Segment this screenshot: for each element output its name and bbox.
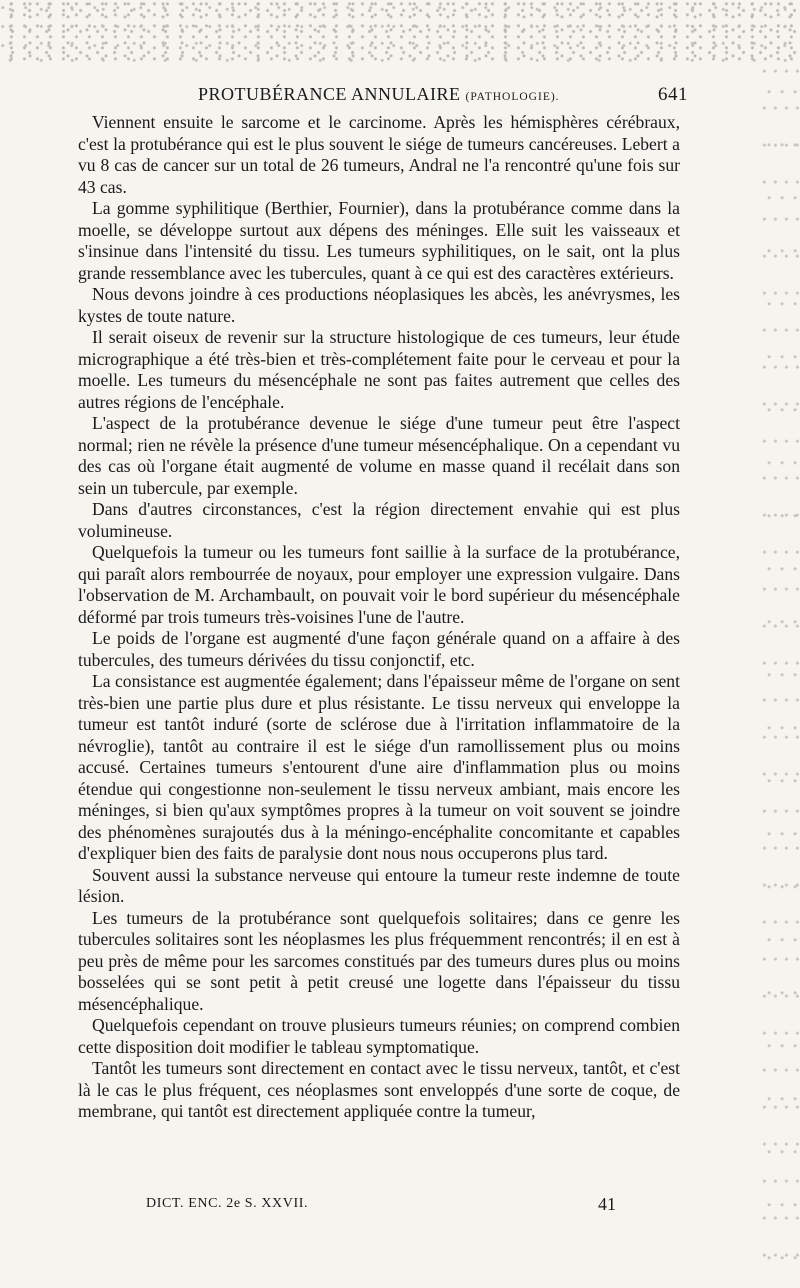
paragraph: Quelquefois cependant on trouve plusieurs tumeurs réunies; on comprend combien cette disposition doit modifier le tableau symptomatique.	[78, 1015, 680, 1057]
body-text	[78, 112, 680, 1123]
page-footer	[146, 1194, 616, 1218]
paragraph: L'aspect de la protubérance devenue le siége d'une tumeur peut être l'aspect normal; rien ne révèle la présence d'une tumeur mésencéphalique. On a cependant vu des cas où l'organe était augmenté de volume en masse quand il recélait dans son sein un tubercule, par exemple.	[78, 413, 680, 498]
paragraph: Nous devons joindre à ces productions néoplasiques les abcès, les anévrysmes, les kystes de toute nature.	[78, 284, 680, 326]
paragraph: La consistance est augmentée également; dans l'épaisseur même de l'organe on sent très-bien une partie plus dure et plus résistante. Le tissu nerveux qui enveloppe la tumeur est tantôt induré (sorte de sclérose due à l'irritation inflammatoire de la névroglie), tantôt au contraire il est le siége d'un ramollissement plus ou moins accusé. Certaines tumeurs s'entourent d'une aire d'inflammation plus ou moins étendue qui congestionne non-seulement le tissu nerveux ambiant, mais encore les méninges, si bien qu'aux symptômes propres à la tumeur on voit souvent se joindre des phénomènes surajoutés dus à la méningo-encéphalite concomitante et capables d'expliquer bien des faits de paralysie dont nous nous occuperons plus tard.	[78, 671, 680, 863]
scan-noise-right	[760, 60, 800, 1288]
scan-noise-top	[0, 0, 800, 62]
paragraph: Quelquefois la tumeur ou les tumeurs font saillie à la surface de la protubérance, qui paraît alors rembourrée de noyaux, pour employer une expression vulgaire. Dans l'observation de M. Archambault, on pouvait voir le bord supérieur du mésencéphale déformé par trois tumeurs très-voisines l'une de l'autre.	[78, 542, 680, 627]
page-number: 641	[658, 84, 688, 105]
running-title	[198, 84, 560, 105]
paragraph: Dans d'autres circonstances, c'est la région directement envahie qui est plus volumineuse.	[78, 499, 680, 541]
paragraph: Le poids de l'organe est augmenté d'une façon générale quand on a affaire à des tubercules, des tumeurs dérivées du tissu conjonctif, etc.	[78, 628, 680, 670]
paragraph: Les tumeurs de la protubérance sont quelquefois solitaires; dans ce genre les tubercules solitaires sont les néoplasmes les plus fréquemment rencontrés; il en est à peu près de même pour les sarcomes constitués par des tumeurs dures plus ou moins bosselées qui se sont petit à petit creusé une logette dans l'épaisseur du tissu mésencéphalique.	[78, 907, 680, 1014]
sheet-number: 41	[598, 1194, 616, 1214]
paragraph: Tantôt les tumeurs sont directement en contact avec le tissu nerveux, tantôt, et c'est là le cas le plus fréquent, ces néoplasmes sont enveloppés d'une sorte de coque, de membrane, qui tantôt est directement appliquée contre la tumeur,	[78, 1058, 680, 1121]
paragraph: Il serait oiseux de revenir sur la structure histologique de ces tumeurs, leur étude micrographique a été très-bien et très-complétement faite pour le cerveau et pour la moelle. Les tumeurs du mésencéphale ne sont pas faites autrement que celles des autres régions de l'encéphale.	[78, 327, 680, 412]
paragraph: La gomme syphilitique (Berthier, Fournier), dans la protubérance comme dans la moelle, se développe surtout aux dépens des méninges. Elle suit les vaisseaux et s'insinue dans l'intensité du tissu. Les tumeurs syphilitiques, on le sait, ont la plus grande ressemblance avec les tubercules, quant à ce qui est des caractères extérieurs.	[78, 198, 680, 283]
page-header	[118, 78, 688, 108]
running-title-main: PROTUBÉRANCE ANNULAIRE	[198, 84, 461, 104]
printer-signature: DICT. ENC. 2e S. XXVII.	[146, 1196, 309, 1211]
running-title-section: (PATHOLOGIE).	[465, 91, 560, 103]
paragraph: Souvent aussi la substance nerveuse qui entoure la tumeur reste indemne de toute lésion.	[78, 864, 680, 906]
paragraph: Viennent ensuite le sarcome et le carcinome. Après les hémisphères cérébraux, c'est la protubérance qui est le plus souvent le siége de tumeurs cancéreuses. Lebert a vu 8 cas de cancer sur un total de 26 tumeurs, Andral ne l'a rencontré qu'une fois sur 43 cas.	[78, 112, 680, 197]
